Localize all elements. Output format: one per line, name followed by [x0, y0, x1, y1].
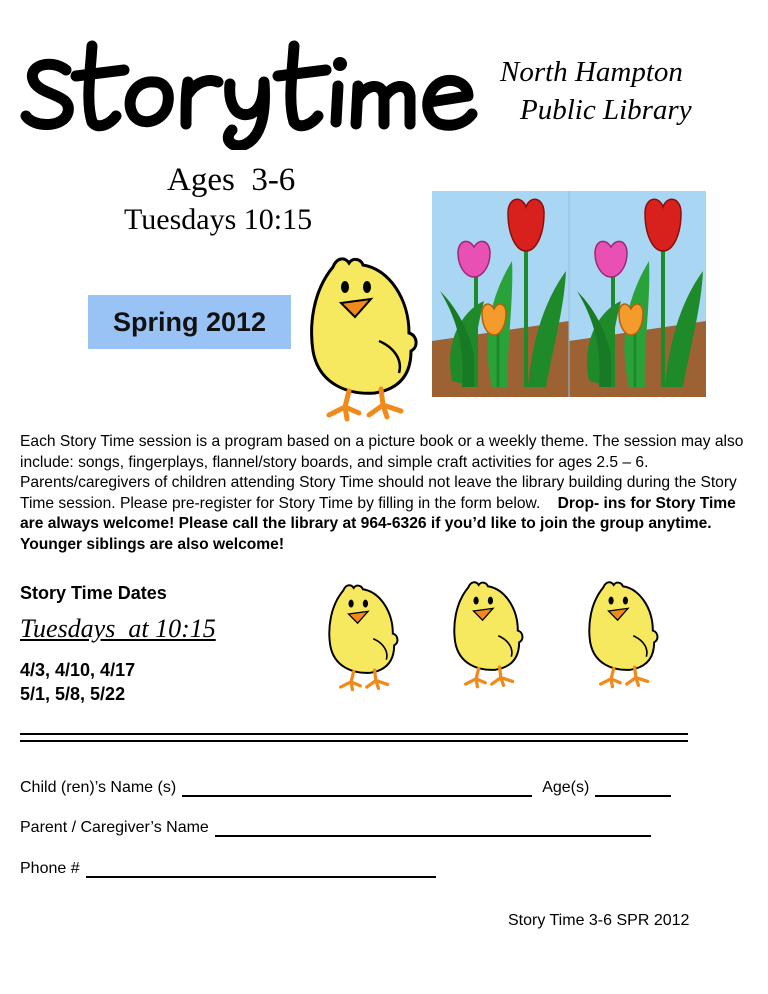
age-label: Age(s) — [542, 779, 590, 796]
chick-icon — [305, 255, 420, 423]
library-name-line1: North Hampton — [500, 56, 683, 88]
child-name-row — [20, 779, 671, 797]
parent-name-row — [20, 819, 651, 837]
age-field[interactable] — [595, 781, 671, 797]
dates-april: 4/3, 4/10, 4/17 — [20, 660, 136, 680]
dates-may: 5/1, 5/8, 5/22 — [20, 684, 126, 704]
description-bold-text: Drop- ins for Story Time are always welcome! Please call the library at 964-6326 if you’d like to join the group anytime. Younger siblings are also welcome! — [20, 494, 736, 553]
dates-subheading: Tuesdays at 10:15 — [20, 614, 216, 643]
footer-code: Story Time 3-6 SPR 2012 — [508, 912, 690, 929]
child-name-field[interactable] — [182, 781, 532, 797]
phone-field[interactable] — [86, 862, 436, 878]
storytime-title-art — [20, 32, 480, 150]
parent-name-label: Parent / Caregiver’s Name — [20, 819, 209, 836]
parent-name-field[interactable] — [215, 821, 651, 837]
library-name-line2: Public Library — [520, 94, 692, 126]
form-divider — [20, 733, 688, 742]
season-badge: Spring 2012 — [88, 295, 291, 349]
age-range: Ages 3-6 — [167, 162, 296, 198]
i-dot — [333, 57, 347, 71]
phone-label: Phone # — [20, 860, 80, 877]
chick-icon — [585, 577, 660, 692]
dates-heading: Story Time Dates — [20, 583, 167, 603]
description-text: Each Story Time session is a program based on a picture book or a weekly theme. The session may also include: songs, fingerplays, flannel/story boards, and simple craft activities for ages 2.5 – 6. Parents/caregivers of children attending Story Time should not leave the library building during the Story Time session. Please pre-register for Story Time by filling in the form below. — [20, 433, 744, 512]
chick-icon — [325, 580, 400, 695]
chick-icon — [450, 577, 525, 692]
program-description — [20, 432, 750, 555]
phone-row — [20, 860, 436, 878]
tulips-illustration — [432, 191, 706, 397]
child-name-label: Child (ren)’s Name (s) — [20, 779, 177, 796]
session-schedule: Tuesdays 10:15 — [124, 203, 313, 236]
